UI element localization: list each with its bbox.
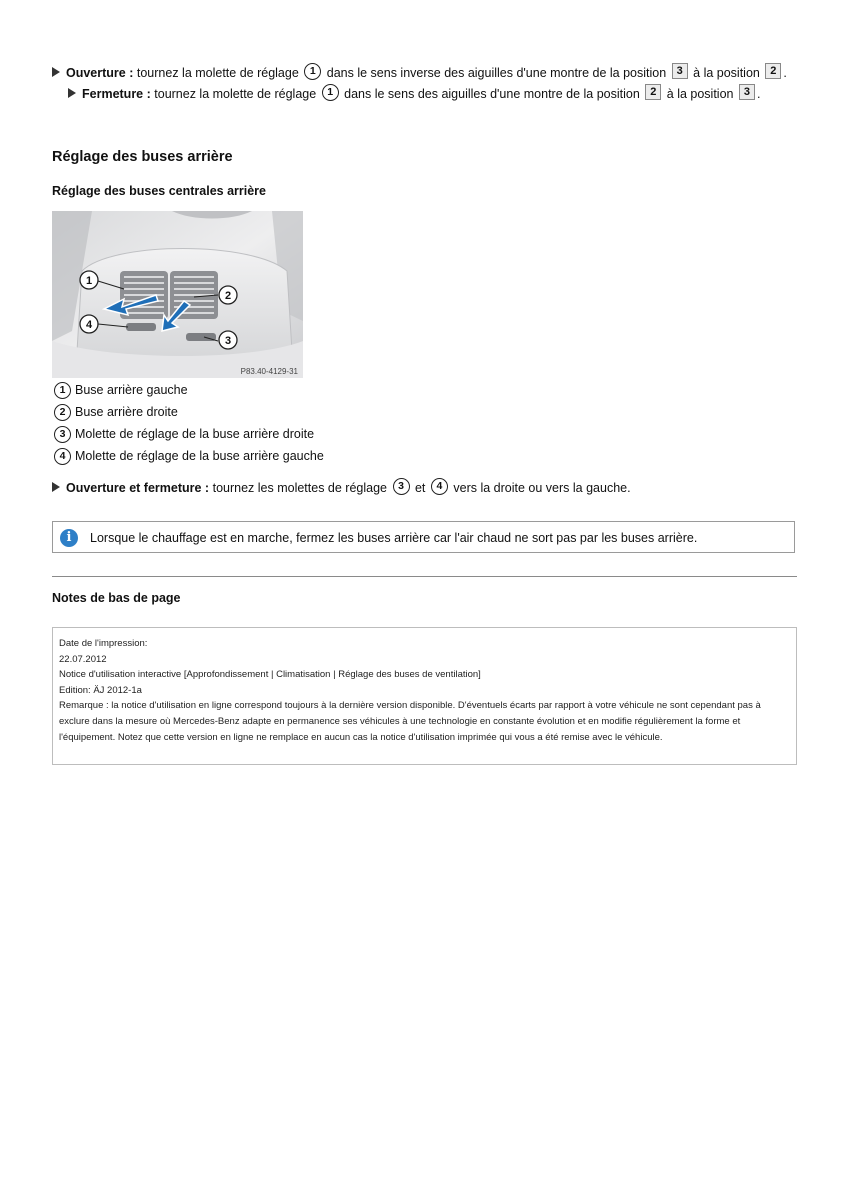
subsection-title: Réglage des buses centrales arrière <box>52 184 267 198</box>
knob-number-icon: 1 <box>322 84 339 101</box>
legend-text: Buse arrière gauche <box>75 383 188 397</box>
rear-vents-illustration <box>52 211 303 378</box>
svg-text:2: 2 <box>224 290 232 302</box>
section-title: Réglage des buses arrière <box>52 149 233 165</box>
step-text: tournez la molette de réglage <box>154 87 317 101</box>
step-text: et <box>414 481 426 495</box>
callout-4 <box>80 315 98 333</box>
rear-vents-figure <box>52 211 303 378</box>
bullet-arrow-icon <box>52 482 60 492</box>
legend-item <box>52 448 324 465</box>
step-closing <box>68 84 760 101</box>
knob-number-icon: 1 <box>304 63 321 80</box>
edition: Edition: ÄJ 2012-1a <box>59 684 142 696</box>
info-note <box>52 521 795 553</box>
step-open-close <box>52 478 631 495</box>
position-number-icon: 2 <box>645 84 661 100</box>
print-date-label: Date de l'impression: <box>59 638 148 649</box>
svg-text:1: 1 <box>85 275 93 287</box>
legend-item <box>52 382 188 399</box>
footnotes-title: Notes de bas de page <box>52 591 181 605</box>
svg-text:4: 4 <box>85 319 93 331</box>
info-text: Lorsque le chauffage est en marche, fermez les buses arrière car l'air chaud ne sort pas par les buses arrière. <box>90 531 698 545</box>
step-end: . <box>756 87 761 101</box>
footnotes-box <box>52 627 797 765</box>
callout-2 <box>219 286 237 304</box>
number-2-icon: 2 <box>54 404 71 421</box>
legend-text: Buse arrière droite <box>75 405 178 419</box>
svg-text:3: 3 <box>224 335 232 347</box>
knob-number-icon: 3 <box>393 478 410 495</box>
step-text: dans le sens des aiguilles d'une montre de la position <box>344 87 640 101</box>
legend-text: Molette de réglage de la buse arrière droite <box>75 427 315 441</box>
step-opening <box>52 63 787 80</box>
position-number-icon: 2 <box>765 63 781 79</box>
step-end: . <box>783 66 787 80</box>
document-path: Notice d'utilisation interactive [Approfondissement | Climatisation | Réglage des buses de ventilation] <box>59 669 481 681</box>
step-label: Ouverture : <box>66 66 134 80</box>
position-number-icon: 3 <box>672 63 688 79</box>
remark: Remarque : la notice d'utilisation en ligne correspond toujours à la dernière version disponible. D'éventuels écarts par rapport à votre véhicule ne sont cependant pas à exclure dans la mesure où Mercedes-Benz adapte en permanence ses véhicules à une technologie en constante évolution et en modifie régulièrement la forme et l'équipement. Notez que cette version en ligne ne remplace en aucun cas la notice d'utilisation imprimée qui vous a été remise avec le véhicule. <box>59 700 761 743</box>
step-label: Ouverture et fermeture : <box>66 481 210 495</box>
step-label: Fermeture : <box>82 87 151 101</box>
knob-number-icon: 4 <box>431 478 448 495</box>
step-text: à la position <box>666 87 734 101</box>
info-icon: i <box>60 529 78 547</box>
legend-text: Molette de réglage de la buse arrière gauche <box>75 449 324 463</box>
step-text: à la position <box>693 66 760 80</box>
bullet-arrow-icon <box>52 67 60 77</box>
step-text: vers la droite ou vers la gauche. <box>453 481 631 495</box>
number-4-icon: 4 <box>54 448 71 465</box>
callout-1 <box>80 271 98 289</box>
print-date: 22.07.2012 <box>59 653 107 665</box>
step-text: tournez la molette de réglage <box>136 66 299 80</box>
position-number-icon: 3 <box>739 84 755 100</box>
legend-item <box>52 404 178 421</box>
legend-item <box>52 426 314 443</box>
number-1-icon: 1 <box>54 382 71 399</box>
figure-code: P83.40-4129-31 <box>240 367 298 376</box>
number-3-icon: 3 <box>54 426 71 443</box>
callout-3 <box>219 331 237 349</box>
step-text: tournez les molettes de réglage <box>212 481 388 495</box>
step-text: dans le sens inverse des aiguilles d'une montre de la position <box>326 66 667 80</box>
bullet-arrow-icon <box>68 88 76 98</box>
divider <box>52 576 797 577</box>
